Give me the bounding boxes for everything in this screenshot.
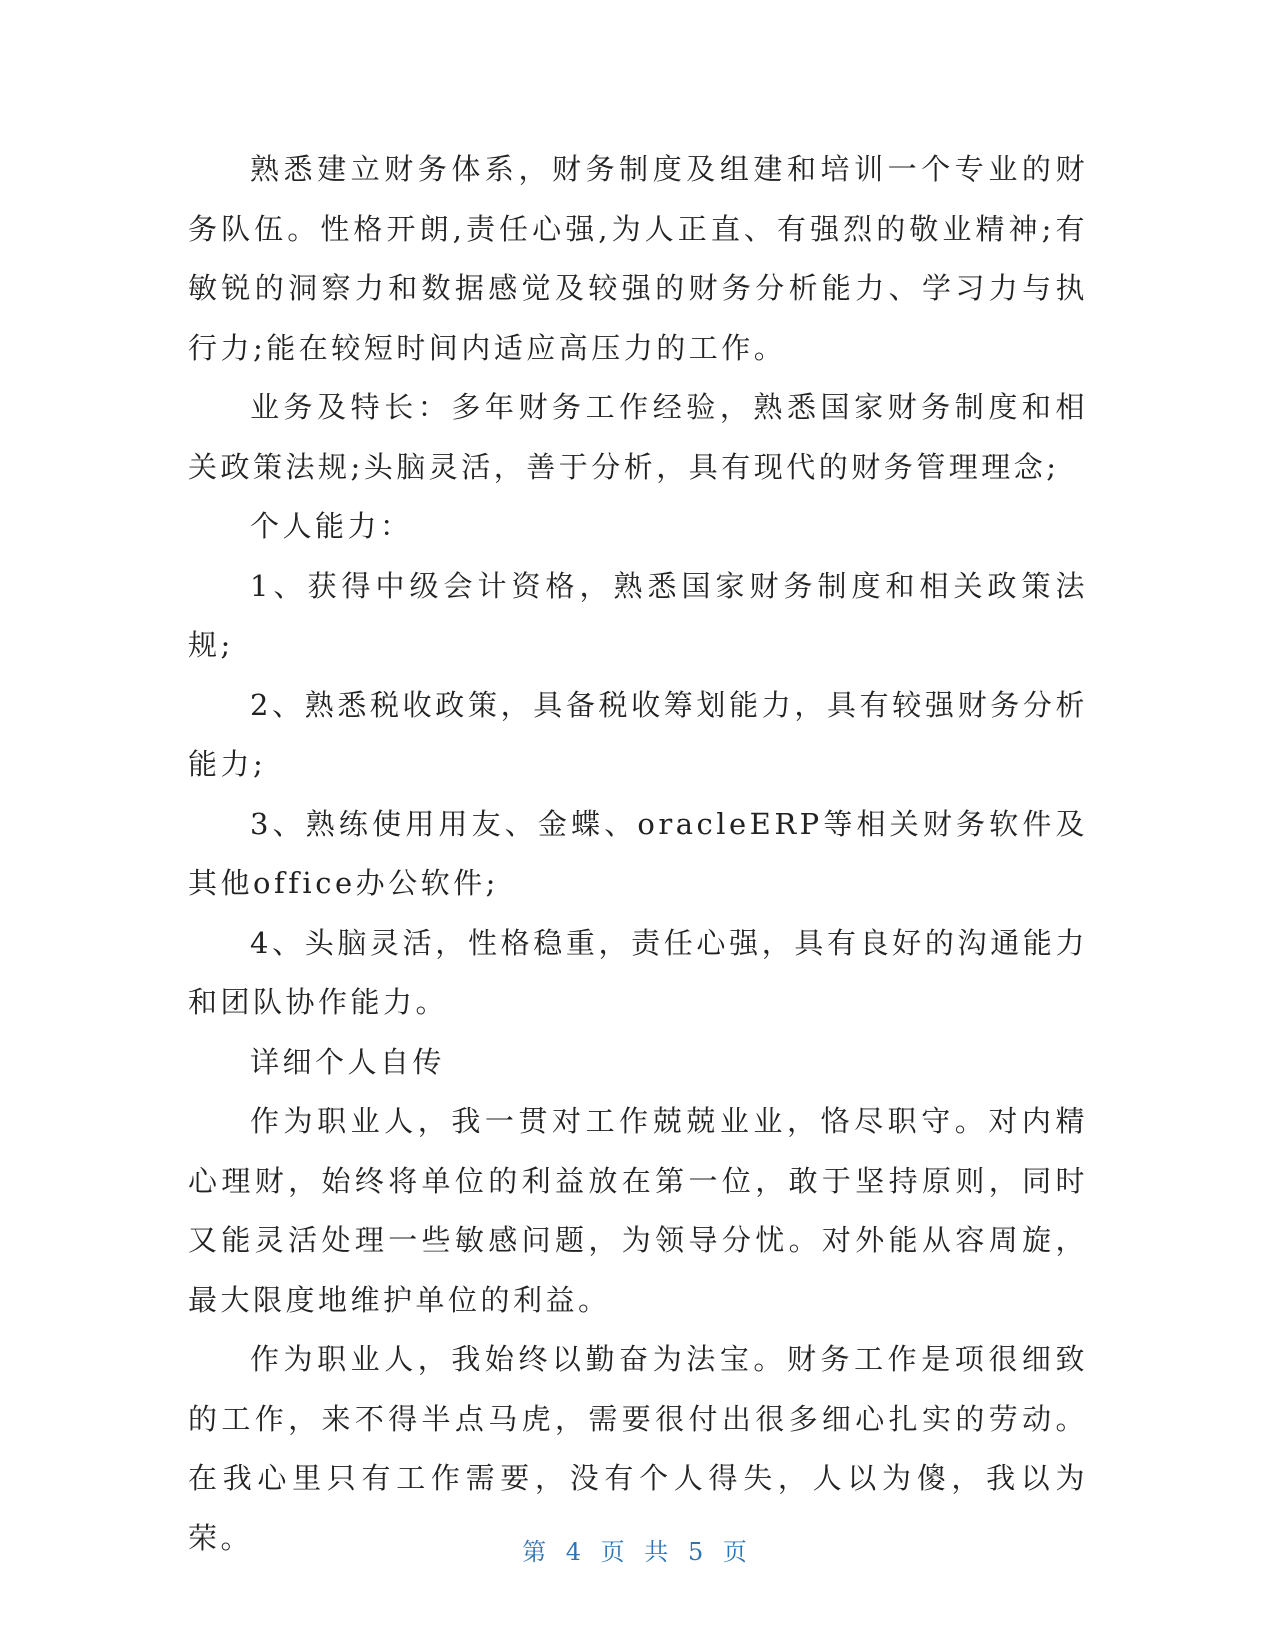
paragraph-ability-2: 2、熟悉税收政策，具备税收筹划能力，具有较强财务分析能力; [188,687,1088,781]
body-text [188,140,1088,1568]
paragraph-autobiography-heading: 详细个人自传 [250,1044,446,1079]
page-number-footer: 第 4 页 共 5 页 [522,1538,753,1566]
paragraph-ability-4: 4、头脑灵活，性格稳重，责任心强，具有良好的沟通能力和团队协作能力。 [188,925,1088,1019]
paragraph-ability-3: 3、熟练使用用友、金蝶、oracleERP等相关财务软件及其他office办公软件; [188,806,1088,900]
paragraph-autobiography-2: 作为职业人，我始终以勤奋为法宝。财务工作是项很细致的工作，来不得半点马虎，需要很付出很多细心扎实的劳动。在我心里只有工作需要，没有个人得失，人以为傻，我以为荣。 [188,1342,1088,1555]
paragraph-autobiography-1: 作为职业人，我一贯对工作兢兢业业，恪尽职守。对内精心理财，始终将单位的利益放在第一位，敢于坚持原则，同时又能灵活处理一些敏感问题，为领导分忧。对外能从容周旋，最大限度地维护单位的利益。 [188,1104,1088,1317]
paragraph-finance-system: 熟悉建立财务体系，财务制度及组建和培训一个专业的财务队伍。性格开朗,责任心强,为人正直、有强烈的敬业精神;有敏锐的洞察力和数据感觉及较强的财务分析能力、学习力与执行力;能在较短时间内适应高压力的工作。 [188,152,1088,365]
paragraph-ability-heading: 个人能力： [250,509,413,543]
paragraph-ability-1: 1、获得中级会计资格，熟悉国家财务制度和相关政策法规; [188,568,1088,662]
paragraph-business-specialty: 业务及特长：多年财务工作经验，熟悉国家财务制度和相关政策法规;头脑灵活，善于分析，具有现代的财务管理理念; [188,390,1088,484]
